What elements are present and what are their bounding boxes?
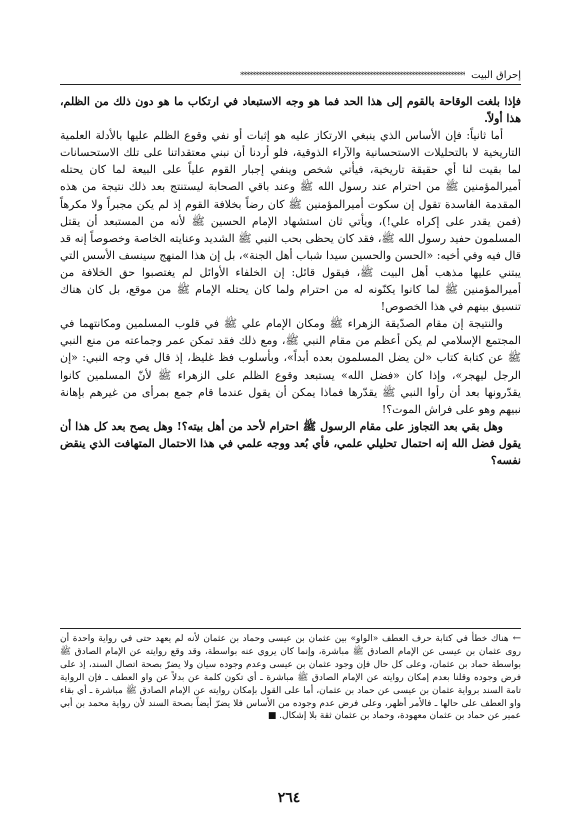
header-separator: *************************************************************************** bbox=[240, 70, 466, 80]
running-title: إحراق البيت bbox=[471, 69, 521, 81]
paragraph-4: وهل بقي بعد التجاوز على مقام الرسول ﷺ احترام لأحد من أهل بيته؟! وهل يصح بعد كل هذا أن يقول فضل الله إنه احتمال تحليلي علمي، فأي بُعد ووجه علمي في هذا الاحتمال المتهافت الذي ينقض نفسه؟ bbox=[60, 419, 521, 467]
paragraph-3: والنتيجة إن مقام الصدّيقة الزهراء ﷺ ومكان الإمام علي ﷺ في قلوب المسلمين ومكانتهما في المجتمع الإسلامي لم يكن أعظم من مقام النبي ﷺ، ومع ذلك فقد تمكن عمر وجماعته من منع النبي ﷺ عن كتابة كتاب «لن يضل المسلمون بعده أبداً»، وبأسلوب فظ غليظ، إذ قال في وجه النبي: «إن الرجل ليهجر»، وإذا كان «فضل الله» يستبعد وقوع الظلم على الزهراء ﷺ لأنّ المسلمين كانوا يقدّرونها بعد أن رأوا النبي ﷺ يقدّرها فماذا يمكن أن يقول عندما قام جمع بمرأى من غيرهم بإهانة نبيهم وهو على فراش الموت؟! bbox=[60, 317, 521, 416]
paragraph-2: أما ثانياً: فإن الأساس الذي ينبغي الارتكاز عليه هو إثبات أو نفي وقوع الظلم عليها بالأدلة العلمية التاريخية لا بالتحليلات الاستحسانية والآراء الذوقية، فلو أردنا أن نبني معتقداتنا على تلك الاستحسانات لما بقيت لنا أي حقيقة تاريخية، فيأتي شخص وينفي إجبار القوم علياً على البيعة لما كان يحتله أميرالمؤمنين ﷺ من احترام عند رسول الله ﷺ وعند باقي الصحابة ليستنتج بعد ذلك نتيجة من هذه المقدمة الفاسدة تقول إن سكوت أميرالمؤمنين ﷺ كان رضاً بخلافة القوم إذ لم يكن مجبراً ولا مكرهاً (فمن يقدر على إكراه علي!)، ويأتي ثان استشهاد الإمام الحسين ﷺ لأنه من المستبعد أن يقتل المسلمون حفيد رسول الله ﷺ، فقد كان يحظى بحب النبي ﷺ الشديد وعنايته الخاصة وخصوصاً إنه قد قال فيه وفي أخيه: «الحسن والحسين سيدا شباب أهل الجنة»، بل إن هذا المنهج سينسف الأسس التي يبتني عليها مذهب أهل البيت ﷺ، فيقول قائل: إن الخلفاء الأوائل لم يغتصبوا حق الخلافة من أميرالمؤمنين ﷺ لما كانوا يكنّونه له من احترام ولما كان يحتله الإمام ﷺ من موقع، بل كان هناك تنسيق بينهم في هذا الخصوص! bbox=[60, 129, 521, 314]
footnote-text: هناك خطأ في كتابة حرف العطف «الواو» بين عثمان بن عيسى وحماد بن عثمان لأنه لم يعهد حتى في رواية واحدة أن روى عثمان بن عيسى عن الإمام الصادق ﷺ مباشرة، وإنما كان يروي عنه بواسطة، وقد وقع روايته عن الإمام الصادق ﷺ بواسطة حماد بن عثمان، وعلى كل حال فإن وجود عثمان بن عيسى وعدم وجوده سيان ولا يضرّ بصحة اتصال السند، إذ على فرض وجوده وقلنا بعدم إمكان روايته عن الإمام الصادق ﷺ مباشرة ـ أي تكون كلمة عن بدلاً عن واو العطف ـ فإن الرواية تامة السند برواية عثمان بن عيسى عن حماد بن عثمان، أما على القول بإمكان روايته عن الإمام الصادق ﷺ مباشرة ـ أي بقاء واو العطف على حالها ـ فالأمر أظهر، وعلى فرض عدم وجوده من الأساس فلا يضرّ أيضاً بصحة السند لأن رواية محمد بن أبي عمير عن حماد بن عثمان معهودة، وحماد بن عثمان ثقة بلا إشكال. ■ bbox=[60, 634, 521, 722]
running-header bbox=[60, 68, 521, 82]
paragraph-1: فإذا بلغت الوقاحة بالقوم إلى هذا الحد فما هو وجه الاستبعاد في ارتكاب ما هو دون ذلك من الظلم، هذا أولاً. bbox=[60, 95, 521, 126]
footnote bbox=[60, 628, 521, 723]
main-text bbox=[60, 93, 521, 469]
footnote-marker-icon: ← bbox=[512, 633, 521, 644]
header-rule bbox=[60, 84, 521, 85]
page-number: ٢٦٤ bbox=[277, 790, 301, 806]
